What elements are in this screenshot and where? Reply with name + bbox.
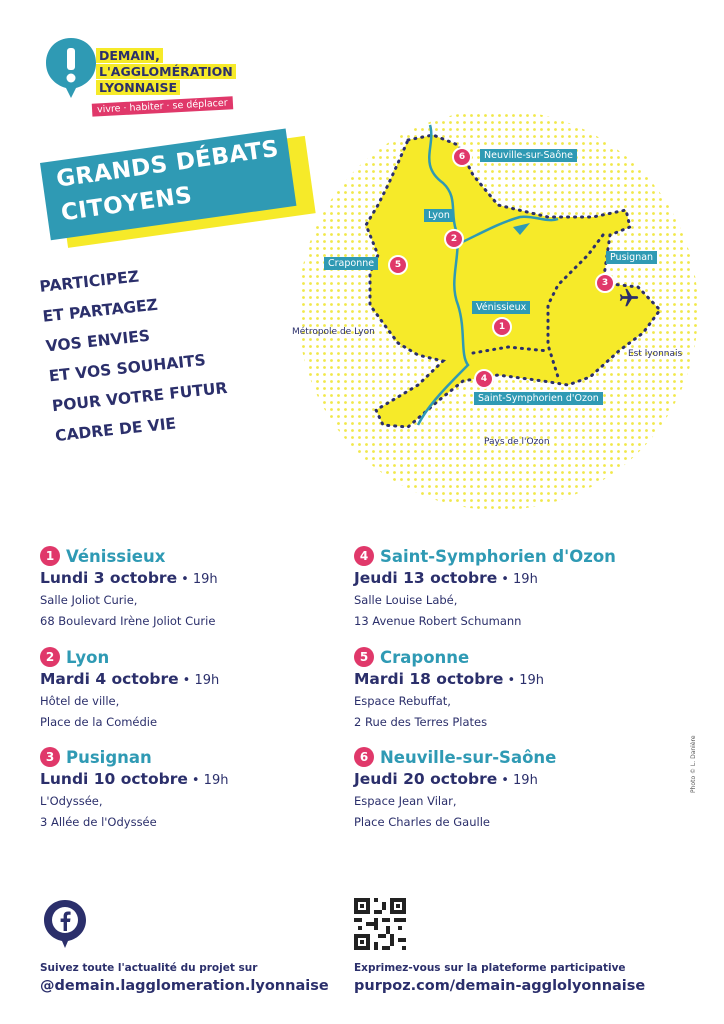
map-marker-4: 4 (474, 369, 494, 389)
event-address: 68 Boulevard Irène Joliot Curie (40, 614, 216, 628)
event-date: Lundi 10 octobre (40, 770, 188, 788)
map-zone-pays-ozon: Pays de l'Ozon (484, 437, 550, 447)
map-label-venissieux: Vénissieux (472, 301, 530, 314)
event-time: • 19h (501, 572, 538, 587)
map-marker-3: 3 (595, 273, 615, 293)
event-date: Mardi 18 octobre (354, 670, 504, 688)
event-city: Saint-Symphorien d'Ozon (380, 546, 616, 566)
event-pusignan (40, 747, 360, 833)
logo-tagline: vivre · habiter · se déplacer (92, 96, 233, 116)
intro-line: ET VOS SOUHAITS (48, 351, 207, 386)
airplane-icon (618, 287, 640, 309)
map (258, 105, 698, 515)
event-time: • 19h (501, 773, 538, 788)
event-city: Vénissieux (66, 546, 166, 566)
logo-line-3: LYONNAISE (96, 80, 180, 95)
map-label-neuville: Neuville-sur-Saône (480, 149, 577, 162)
event-time: • 19h (181, 572, 218, 587)
qr-code-icon[interactable] (354, 898, 406, 950)
event-address: 2 Rue des Terres Plates (354, 715, 488, 729)
event-venue: Espace Jean Vilar, (354, 794, 457, 808)
event-date: Jeudi 13 octobre (354, 569, 498, 587)
event-number: 4 (354, 546, 374, 566)
event-address: 3 Allée de l'Odyssée (40, 815, 157, 829)
event-number: 6 (354, 747, 374, 767)
logo-line-2: L'AGGLOMÉRATION (96, 64, 236, 79)
event-time: • 19h (182, 673, 220, 688)
event-craponne (354, 647, 674, 733)
photo-credit: Photo © L. Danière (690, 735, 697, 793)
logo-line-1: DEMAIN, (96, 48, 163, 63)
title-line-2: CITOYENS (59, 182, 194, 227)
event-number: 5 (354, 647, 374, 667)
event-venue: L'Odyssée, (40, 794, 103, 808)
footer-platform-text: Exprimez-vous sur la plateforme participative (354, 962, 626, 974)
intro-line: CADRE DE VIE (54, 414, 177, 446)
map-label-pusignan: Pusignan (606, 251, 657, 264)
map-marker-6: 6 (452, 147, 472, 167)
event-city: Craponne (380, 647, 470, 667)
map-marker-2: 2 (444, 229, 464, 249)
event-venue: Espace Rebuffat, (354, 694, 451, 708)
event-number: 2 (40, 647, 60, 667)
event-number: 3 (40, 747, 60, 767)
map-marker-5: 5 (388, 255, 408, 275)
map-marker-1: 1 (492, 317, 512, 337)
speech-bubble-exclamation-icon (44, 36, 98, 100)
event-address: Place de la Comédie (40, 715, 158, 729)
title-line-1: GRANDS DÉBATS (54, 135, 281, 193)
event-venissieux (40, 546, 360, 632)
event-date: Jeudi 20 octobre (354, 770, 498, 788)
event-neuville (354, 747, 674, 833)
event-address: Place Charles de Gaulle (354, 815, 490, 829)
event-venue: Salle Louise Labé, (354, 593, 458, 607)
event-venue: Salle Joliot Curie, (40, 593, 138, 607)
footer-follow-text: Suivez toute l'actualité du projet sur (40, 962, 258, 974)
event-city: Pusignan (66, 747, 152, 767)
footer-social-handle[interactable]: @demain.lagglomeration.lyonnaise (40, 978, 329, 994)
map-zone-metropole: Métropole de Lyon (292, 327, 375, 337)
intro-line: POUR VOTRE FUTUR (51, 378, 229, 416)
map-label-craponne: Craponne (324, 257, 378, 270)
intro-line: VOS ENVIES (44, 326, 151, 356)
event-date: Mardi 4 octobre (40, 670, 179, 688)
event-city: Lyon (66, 647, 110, 667)
event-time: • 19h (191, 773, 229, 788)
map-label-lyon: Lyon (424, 209, 454, 222)
map-label-saint-symphorien: Saint-Symphorien d'Ozon (474, 392, 603, 405)
event-date: Lundi 3 octobre (40, 569, 178, 587)
intro-line: PARTICIPEZ (38, 267, 140, 296)
event-city: Neuville-sur-Saône (380, 747, 557, 767)
event-time: • 19h (507, 673, 545, 688)
event-saint-symphorien (354, 546, 674, 632)
event-number: 1 (40, 546, 60, 566)
intro-line: ET PARTAGEZ (41, 295, 159, 326)
event-venue: Hôtel de ville, (40, 694, 120, 708)
footer-platform-url[interactable]: purpoz.com/demain-agglolyonnaise (354, 978, 646, 994)
map-zone-est-lyonnais: Est lyonnais (628, 349, 683, 359)
event-lyon (40, 647, 360, 733)
facebook-icon[interactable] (42, 898, 88, 950)
event-address: 13 Avenue Robert Schumann (354, 614, 522, 628)
